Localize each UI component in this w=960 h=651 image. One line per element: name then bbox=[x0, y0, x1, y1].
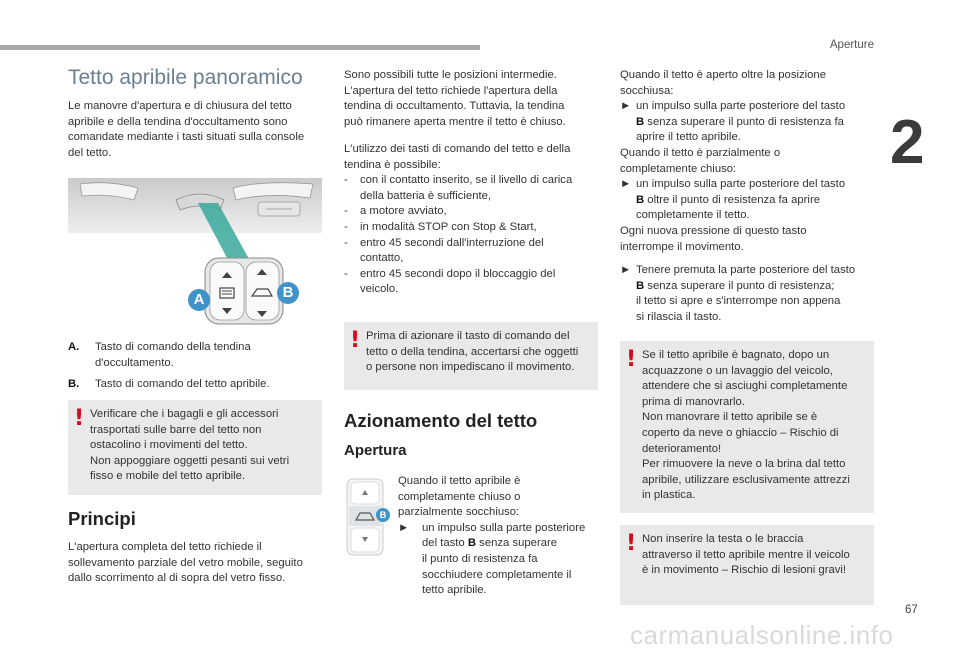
warning-box-wet-roof: ! Se il tetto apribile è bagnato, dopo un acquazzone o un lavaggio del veicolo, attendere che si asciughi completamente prima di manovrarlo. Non manovrare il tetto apribile se è coperto da neve o ghiaccio – Rischio di deterioramento! Per rimuovere la neve o la brina dal tetto apribile, utilizzare esclusivamente attrezzi in plastica. bbox=[620, 341, 874, 513]
heading-principi: Principi bbox=[68, 508, 136, 529]
heading-apertura: Apertura bbox=[344, 442, 407, 459]
arrow-bullet-icon: ► bbox=[620, 178, 632, 191]
list-item: - in modalità STOP con Stop & Start, bbox=[344, 220, 537, 233]
list-item: - entro 45 secondi dall'interruzione del contatto, bbox=[344, 236, 544, 265]
page-title: Tetto apribile panoramico bbox=[68, 66, 303, 89]
warning-icon: ! bbox=[626, 347, 637, 372]
list-item: - entro 45 secondi dopo il bloccaggio del veicolo. bbox=[344, 267, 556, 296]
warning-box-luggage: ! Verificare che i bagagli e gli accessori trasportati sulle barre del tetto non ostacolino i movimenti del tetto. Non appoggiare oggetti pesanti sui vetri fisso e mobile del tetto apribile. bbox=[68, 400, 322, 495]
apertura-paragraph: Quando il tetto apribile è completamente chiuso o parzialmente socchiuso: ► un impulso sulla parte posteriore del tasto B senza superare il punto di resistenza fa socchiudere completamente il tetto apribile. bbox=[398, 474, 598, 599]
principi-paragraph: L'apertura completa del tetto richiede il sollevamento parziale del vetro mobile, seguito dallo scorrimento al di sopra del vetro fisso. bbox=[68, 541, 303, 585]
warning-box-obstacles: ! Prima di azionare il tasto di comando del tetto o della tendina, accertarsi che oggetti o persone non impediscano il movimento. bbox=[344, 322, 598, 390]
heading-azionamento: Azionamento del tetto bbox=[344, 410, 538, 431]
watermark: carmanualsonline.info bbox=[630, 620, 894, 650]
legend bbox=[68, 340, 328, 393]
list-item: ► Tenere premuta la parte posteriore del tasto B senza superare il punto di resistenza; il tetto si apre e s'interrompe non appena si rilascia il tasto. bbox=[620, 264, 856, 323]
section-title: Aperture bbox=[829, 39, 874, 51]
warning-icon: ! bbox=[626, 531, 637, 556]
warning-box-head-arms: ! Non inserire la testa o le braccia attraverso il tetto apribile mentre il veicolo è in movimento – Rischio di lesioni gravi! bbox=[620, 525, 874, 605]
chapter-number: 2 bbox=[890, 108, 925, 177]
warning-icon: ! bbox=[350, 328, 361, 353]
callout-b: B bbox=[277, 282, 299, 304]
callout-b-mini: B bbox=[376, 508, 390, 522]
warning-icon: ! bbox=[74, 406, 85, 431]
list-item: ► un impulso sulla parte posteriore del tasto B senza superare il punto di resistenza fa aprire il tetto apribile. bbox=[620, 100, 846, 144]
legend-item-a: A. Tasto di comando della tendina d'occultamento. bbox=[68, 341, 251, 369]
callout-a: A bbox=[188, 289, 210, 311]
legend-item-b: B. Tasto di comando del tetto apribile. bbox=[68, 378, 270, 391]
list-item: ► un impulso sulla parte posteriore del tasto B oltre il punto di resistenza fa aprire completamente il tetto. bbox=[620, 178, 846, 222]
intermediate-positions-paragraph: Sono possibili tutte le posizioni intermedie. L'apertura del tetto richiede l'apertura della tendina di occultamento. Tuttavia, la tendina può rimanere aperta mentre il tetto è chiuso. bbox=[344, 69, 566, 128]
list-item: - con il contatto inserito, se il livello di carica della batteria è sufficiente, bbox=[344, 174, 573, 202]
roof-button-mini-illustration bbox=[346, 478, 390, 556]
intro-paragraph: Le manovre d'apertura e di chiusura del tetto apribile e della tendina d'occultamento sono comandate mediante i tasti situati sulla console del tetto. bbox=[68, 100, 305, 159]
page-number: 67 bbox=[905, 604, 918, 616]
list-item: - a motore avviato, bbox=[344, 205, 447, 218]
usage-conditions: L'utilizzo dei tasti di comando del tetto e della tendina è possibile: - con il contatto inserito, se il livello di carica della batteria è sufficiente, - a motore avviato, - in modalità STOP con Stop & Start, - entro 45 secondi dall'interruzione del contatto, - entro 45 secondi dopo il bloccaggio del veicolo. bbox=[344, 142, 599, 298]
arrow-bullet-icon: ► bbox=[620, 100, 632, 113]
arrow-bullet-icon: ► bbox=[620, 264, 632, 277]
arrow-bullet-icon: ► bbox=[398, 521, 410, 534]
header-bar bbox=[0, 45, 480, 50]
opening-instructions: Quando il tetto è aperto oltre la posizione socchiusa: ► un impulso sulla parte posteriore del tasto B senza superare il punto di resistenza fa aprire il tetto apribile. Quando il tetto è parzialmente o completamente chiuso: ► un impulso sulla parte posteriore del tasto B oltre il punto di resistenza fa aprire completamente il tetto. Ogni nuova pressione di questo tasto interrompe il movimento. ► Tenere premuta la parte posteriore del tasto B senza superare il punto di resistenza; il tetto si apre e s'interrompe non appena si rilascia il tasto. bbox=[620, 68, 880, 326]
list-item: ► un impulso sulla parte posteriore del tasto B senza superare il punto di resistenza fa socchiudere completamente il tetto apribile. bbox=[398, 521, 586, 597]
